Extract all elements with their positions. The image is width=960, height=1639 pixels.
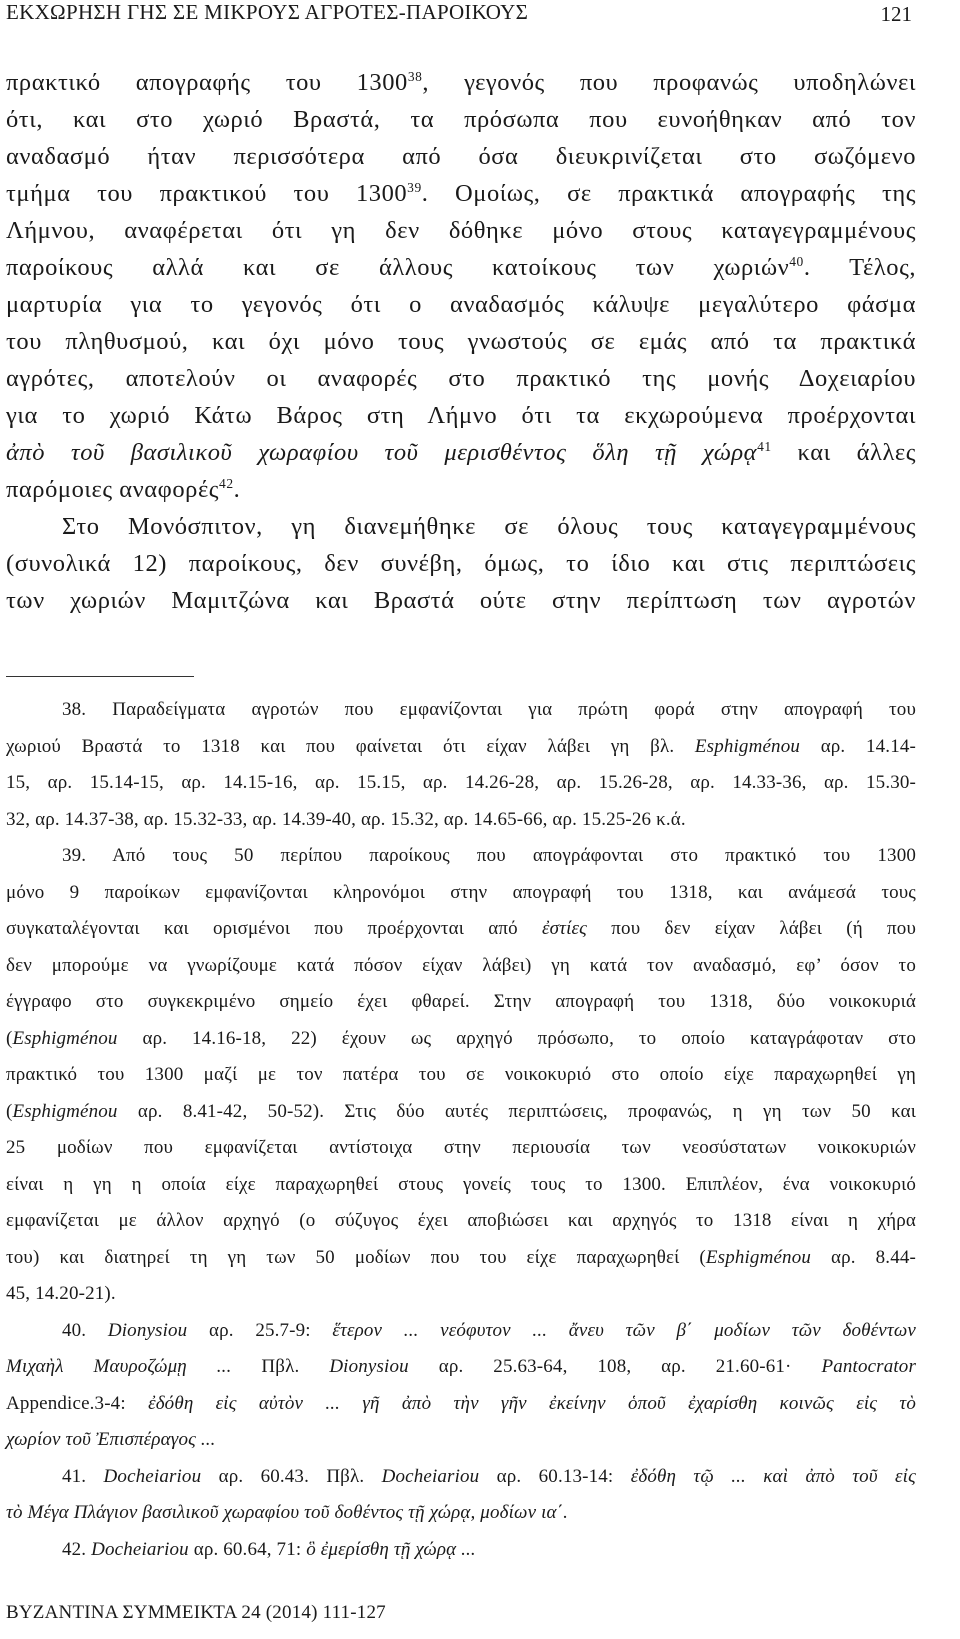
footnote-ref-41[interactable]: 41 xyxy=(757,438,772,454)
text-line: για το χωριό Κάτω Βάρος στη Λήμνο ότι τα εκχωρούμενα προέρχονται xyxy=(6,402,916,429)
quoted-greek: ἀπὸ τοῦ βασιλικοῦ χωραφίου τοῦ μερισθέντος ὅλη τῇ χώρᾳ xyxy=(6,439,758,466)
text-line: ἀπὸ τοῦ βασιλικοῦ χωραφίου τοῦ μερισθέντος ὅλη τῇ χώρᾳ$^{41}$ και άλλες xyxy=(6,438,916,466)
text-line: Στο Μονόσπιτον, γη διανεμήθηκε σε όλους τους καταγεγραμμένους xyxy=(62,513,916,540)
footnote-line: είναι η γη η οποία είχε παραχωρηθεί στους γονείς τους το 1300. Επιπλέον, ένα νοικοκυριό xyxy=(6,1173,916,1195)
footnote-separator xyxy=(6,676,194,677)
footnote-line: μόνο 9 παροίκων εμφανίζονται κληρονόμοι στην απογραφή του 1318, και ανάμεσά τους xyxy=(6,881,916,903)
footnote-line: χωρίον τοῦ Ἐπισπέραγος ... xyxy=(6,1429,216,1450)
footnote-41: 41. Docheiariou αρ. 60.43. Πβλ. Docheiariou αρ. 60.13-14: ἐδόθη τῷ ... καὶ ἀπὸ τοῦ εἰς xyxy=(62,1465,916,1487)
footnote-ref-39[interactable]: 39 xyxy=(407,179,422,195)
footnote-ref-42[interactable]: 42 xyxy=(219,475,234,491)
footnote-line: του) και διατηρεί τη γη των 50 μοδίων που του είχε παραχωρηθεί (Esphigménou αρ. 8.44- xyxy=(6,1246,916,1268)
footnote-line: 32, αρ. 14.37-38, αρ. 15.32-33, αρ. 14.39-40, αρ. 15.32, αρ. 14.65-66, αρ. 15.25-26 κ.ά. xyxy=(6,808,686,830)
text-line: των χωριών Μαμιτζώνα και Βραστά ούτε στην περίπτωση των αγροτών xyxy=(6,587,916,614)
footnote-line: 45, 14.20-21). xyxy=(6,1283,116,1304)
footnote-line: έγγραφο στο συγκεκριμένο σημείο έχει φθαρεί. Στην απογραφή του 1318, δύο νοικοκυριά xyxy=(6,991,916,1012)
footnote-line: (Esphigménou αρ. 14.16-18, 22) έχουν ως αρχηγό πρόσωπο, το οποίο καταγράφοταν στο xyxy=(6,1027,917,1049)
text-line: (συνολικά 12) παροίκους, δεν συνέβη, όμως, το ίδιο και στις περιπτώσεις xyxy=(6,550,916,577)
text-line: μαρτυρία για το γεγονός ότι ο αναδασμός κάλυψε μεγαλύτερο φάσμα xyxy=(6,291,916,318)
text-line: Λήμνου, αναφέρεται ότι γη δεν δόθηκε μόνο στους καταγεγραμμένους xyxy=(6,217,916,244)
text-line: αγρότες, αποτελούν οι αναφορές στο πρακτικό της μονής Δοχειαρίου xyxy=(6,365,916,392)
journal-footer: ΒΥΖΑΝΤΙΝΑ ΣΥΜΜΕΙΚΤΑ 24 (2014) 111-127 xyxy=(6,1602,386,1623)
footnote-40: 40. Dionysiou αρ. 25.7-9: ἕτερον ... νεόφυτον ... ἄνευ τῶν β΄ μοδίων τῶν δοθέντων xyxy=(62,1319,916,1341)
page-number: 121 xyxy=(880,2,912,26)
text-line: ότι, και στο χωριό Βραστά, τα πρόσωπα που ευνοήθηκαν από τον xyxy=(6,106,916,133)
main-text xyxy=(6,64,916,619)
footnotes xyxy=(6,692,916,1568)
text-line: παρόμοιες αναφορές$^{42}$. xyxy=(6,475,241,503)
footnote-38: 38. Παραδείγματα αγροτών που εμφανίζονται για πρώτη φορά στην απογραφή του xyxy=(62,699,916,720)
text-line: πρακτικό απογραφής του 1300$^{38}$, γεγονός που προφανώς υποδηλώνει xyxy=(6,68,916,96)
footnote-ref-38[interactable]: 38 xyxy=(407,68,423,84)
running-title: ΕΚΧΩΡΗΣΗ ΓΗΣ ΣΕ ΜΙΚΡΟΥΣ ΑΓΡΟΤΕΣ-ΠΑΡΟΙΚΟΥΣ xyxy=(6,0,529,24)
footnote-39: 39. Από τους 50 περίπου παροίκους που απογράφονται στο πρακτικό του 1300 xyxy=(62,845,916,866)
footnote-line: πρακτικό του 1300 μαζί με τον πατέρα του σε νοικοκυριό στο οποίο είχε παραχωρηθεί γη xyxy=(6,1064,916,1085)
footnote-line: τὸ Μέγα Πλάγιον βασιλικοῦ χωραφίου τοῦ δοθέντος τῇ χώρᾳ, μοδίων ια΄. xyxy=(6,1502,569,1523)
footnote-line: (Esphigménou αρ. 8.41-42, 50-52). Στις δύο αυτές περιπτώσεις, προφανώς, η γη των 50 και xyxy=(6,1100,916,1122)
text-line: του πληθυσμού, και όχι μόνο τους γνωστούς σε εμάς από τα πρακτικά xyxy=(6,328,916,355)
footnote-line: Appendice.3-4: ἐδόθη εἰς αὐτὸν ... γῆ ἀπὸ τὴν γῆν ἐκείνην ὁποῦ ἐχαρίσθη κοινῶς εἰς τὸ xyxy=(6,1392,916,1414)
footnote-line: 25 μοδίων που εμφανίζεται αντίστοιχα στην περιουσία των νεοσύστατων νοικοκυριών xyxy=(6,1137,916,1158)
footnote-line: δεν μπορούμε να γνωρίζουμε κατά πόσον είχαν λάβει) γη κατά τον αναδασμό, εφ’ όσον το xyxy=(6,954,916,976)
footnote-line: χωριού Βραστά το 1318 και που φαίνεται ότι είχαν λάβει γη βλ. Esphigménou αρ. 14.14- xyxy=(6,735,916,757)
text-line: αναδασμό ήταν περισσότερα από όσα διευκρινίζεται στο σωζόμενο xyxy=(6,143,916,170)
text-line: τμήμα του πρακτικού του 1300$^{39}$. Ομοίως, σε πρακτικά απογραφής της xyxy=(6,179,916,207)
footnote-ref-40[interactable]: 40 xyxy=(789,253,804,269)
footnote-line: εμφανίζεται με άλλον αρχηγό (ο σύζυγος έχει αποβιώσει και αρχηγός το 1318 είναι η χήρα xyxy=(6,1210,916,1231)
footnote-line: συγκαταλέγονται και ορισμένοι που προέρχονται από ἐστίες που δεν είχαν λάβει (ή που xyxy=(6,918,917,939)
text-line: παροίκους αλλά και σε άλλους κατοίκους των χωριών$^{40}$. Τέλος, xyxy=(6,253,916,281)
footnote-42: 42. Docheiariou αρ. 60.64, 71: ὃ ἐμερίσθη τῇ χώρᾳ ... xyxy=(62,1538,476,1560)
footnote-line: Μιχαὴλ Μαυροζώμῃ ... Πβλ. Dionysiou αρ. 25.63-64, 108, αρ. 21.60-61· Pantocrator xyxy=(6,1356,916,1377)
footnote-line: 15, αρ. 15.14-15, αρ. 14.15-16, αρ. 15.15, αρ. 14.26-28, αρ. 15.26-28, αρ. 14.33-36, αρ. 15.30- xyxy=(6,772,916,793)
